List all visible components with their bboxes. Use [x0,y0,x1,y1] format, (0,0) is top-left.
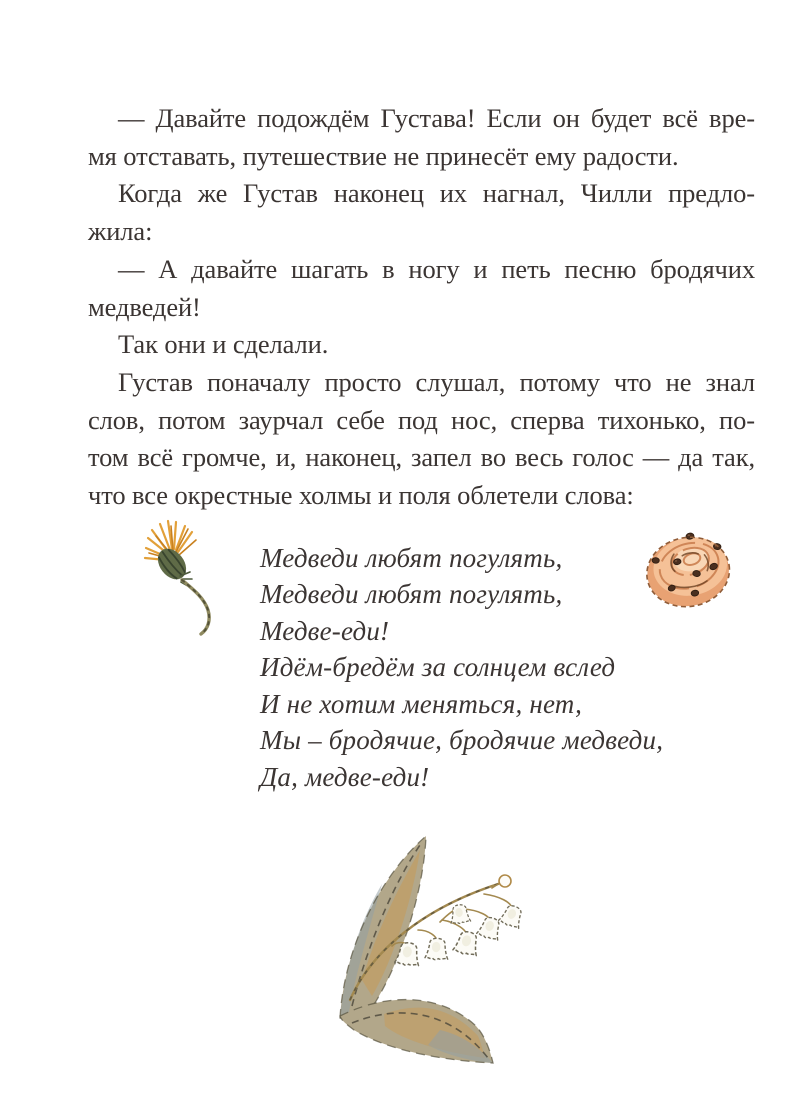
lily-illustration [292,830,570,1068]
lily-of-the-valley-icon [340,836,526,1063]
song-line: Идём-бредём за солнцем вслед [260,652,616,683]
song-line: Медведи любят погулять, [260,543,563,573]
body-text-line: том всё громче, и, наконец, запел во весь голос — да так, [88,442,755,473]
dandelion-illustration [140,512,230,637]
body-text-line: жила: [88,216,153,247]
cinnamon-bun-icon [641,527,735,613]
body-text-line: Густав поначалу просто слушал, потому что не знал [118,367,755,398]
body-text-line: Так они и сделали. [118,329,329,360]
body-text-line: мя отставать, путешествие не принесёт ему радости. [88,140,679,171]
song-line: Медве-еди! [260,615,390,646]
body-text-line: что все окрестные холмы и поля облетели слова: [88,480,634,511]
dandelion-flower-icon [145,521,209,634]
song-line: Медведи любят погулять, [260,579,563,610]
song-line: И не хотим меняться, нет, [260,688,583,719]
song-line: Да, медве-еди! [260,761,430,792]
body-text-line: — А давайте шагать в ногу и петь песню бродячих [118,253,755,284]
body-text-line: — Давайте подождём Густава! Если он будет всё вре- [118,103,755,133]
body-text-line: слов, потом заурчал себе под нос, сперва тихонько, по- [88,404,755,435]
song-line: Мы – бродячие, бродячие медведи, [260,725,664,756]
body-text-line: Когда же Густав наконец их нагнал, Чилли предло- [118,178,755,209]
body-text [88,100,755,515]
bun-illustration [641,527,735,615]
body-text-line: медведей! [88,291,201,322]
